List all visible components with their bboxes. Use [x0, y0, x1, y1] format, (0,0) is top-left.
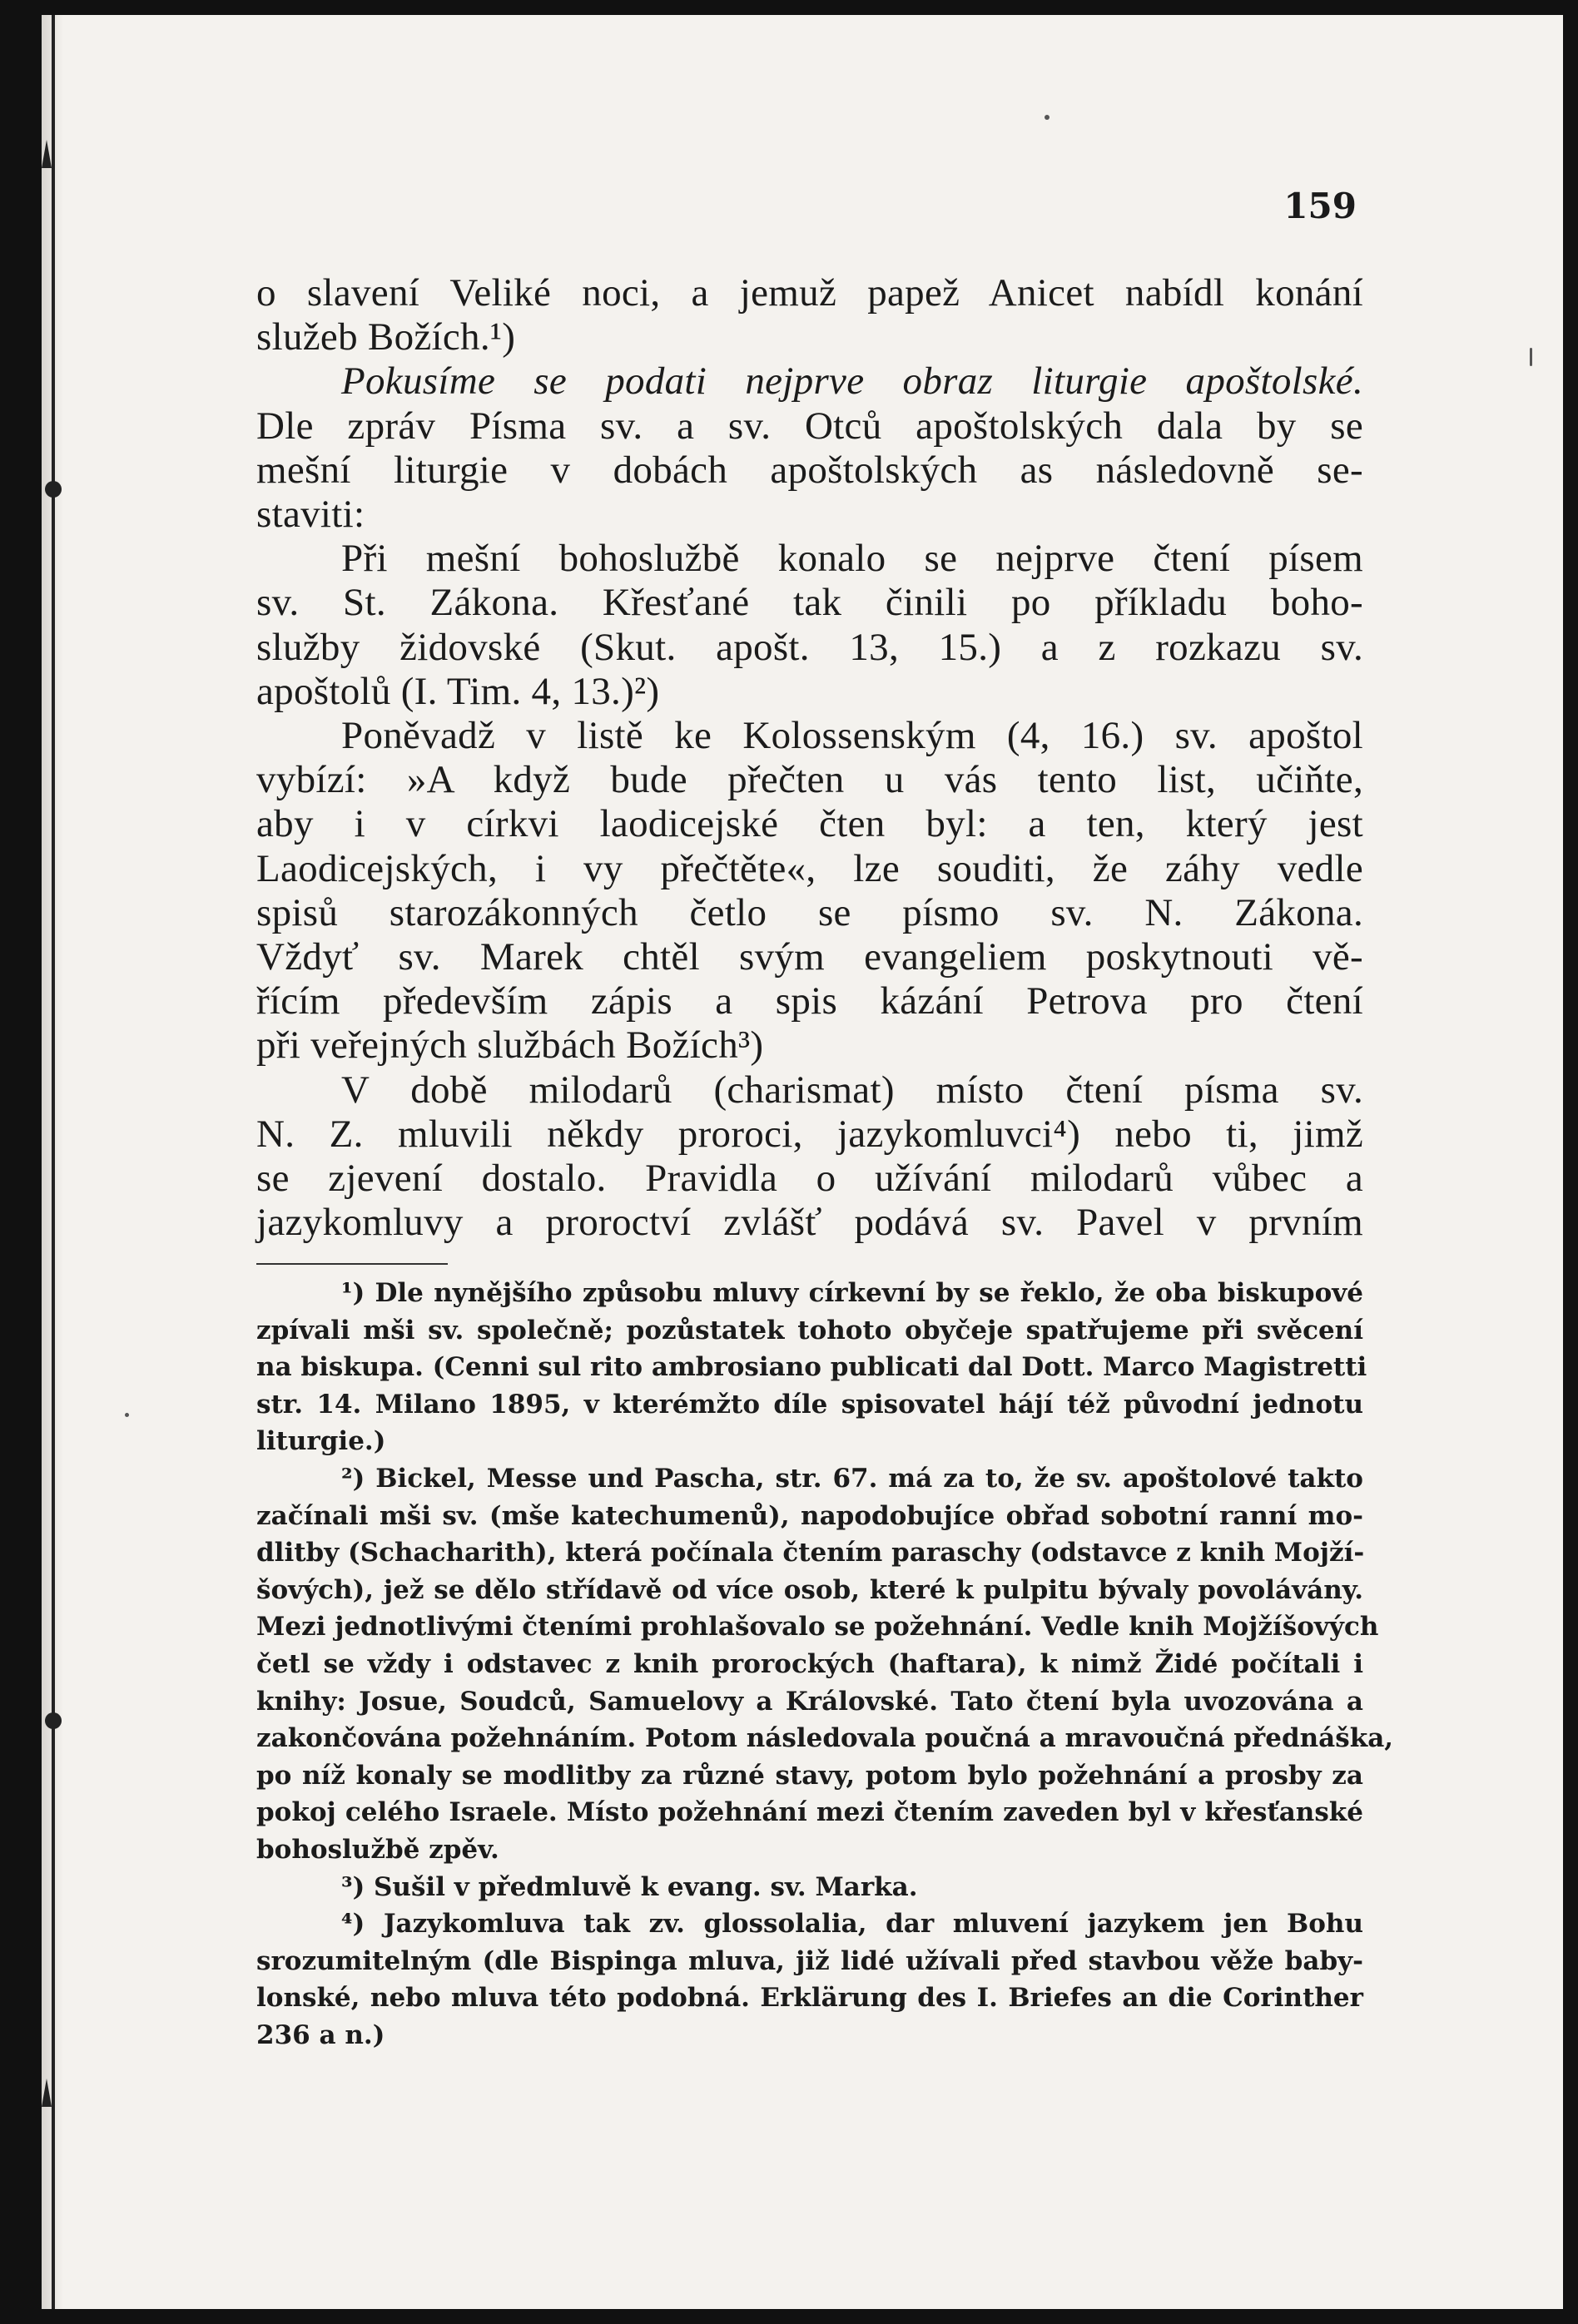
footnote-line: srozumitelným (dle Bispinga mluva, již lidé užívali před stavbou věže baby- [256, 1945, 1363, 1976]
text-line: řícím především zápis a spis kázání Petrova pro čtení [256, 979, 1363, 1023]
paper-speck [1045, 115, 1050, 120]
text-line: při veřejných službách Božích³) [256, 1023, 764, 1068]
text-line: Vždyť sv. Marek chtěl svým evangeliem poskytnouti vě- [256, 935, 1363, 979]
footnote-divider [256, 1263, 448, 1265]
text-line: N. Z. mluvili někdy proroci, jazykomluvci⁴) nebo ti, jimž [256, 1112, 1363, 1156]
text-line: služby židovské (Skut. apošt. 13, 15.) a z rozkazu sv. [256, 625, 1363, 669]
text-line: staviti: [256, 493, 365, 537]
text-line: V době milodarů (charismat) místo čtení písma sv. [341, 1068, 1363, 1112]
page-binding [42, 15, 63, 2309]
text-line: služeb Božích.¹) [256, 315, 516, 359]
binding-mark-icon [45, 1712, 62, 1729]
footnote-line: dlitby (Schacharith), která počínala čtením paraschy (odstavce z knih Mojží- [256, 1538, 1365, 1568]
text-line: Pokusíme se podati nejprve obraz liturgie apoštolské. [341, 359, 1363, 404]
text-line: sv. St. Zákona. Křesťané tak činili po příkladu boho- [256, 581, 1363, 625]
footnote-line: po níž konaly se modlitby za různé stavy, potom bylo požehnání a prosby za [256, 1760, 1363, 1791]
page-number: 159 [1283, 186, 1357, 226]
footnote-line: ⁴) Jazykomluva tak zv. glossolalia, dar mluvení jazykem jen Bohu [341, 1909, 1363, 1940]
footnote-line: zakončována požehnáním. Potom následovala poučná a mravoučná přednáška, [256, 1723, 1394, 1754]
footnote-line: šových), jež se dělo střídavě od více osob, které k pulpitu bývaly povolávány. [256, 1574, 1363, 1605]
footnote-line: ³) Sušil v předmluvě k evang. sv. Marka. [341, 1871, 918, 1902]
footnote-line: ¹) Dle nynějšího způsobu mluvy církevní by se řeklo, že oba biskupové [341, 1278, 1363, 1308]
text-line: apoštolů (I. Tim. 4, 13.)²) [256, 669, 660, 713]
text-line: Poněvadž v listě ke Kolossenským (4, 16.) sv. apoštol [341, 714, 1363, 758]
footnote-line: bohoslužbě zpěv. [256, 1834, 499, 1865]
footnote-line: začínali mši sv. (mše katechumenů), napodobujíce obřad sobotní ranní mo- [256, 1500, 1363, 1531]
book-page [42, 15, 1563, 2309]
footnote-line: na biskupa. (Cenni sul rito ambrosiano publicati dal Dott. Marco Magistretti [256, 1352, 1367, 1383]
footnote-line: pokoj celého Israele. Místo požehnání mezi čtením zaveden byl v křesťanské [256, 1797, 1363, 1828]
text-line: Laodicejských, i vy přečtěte«, lze souditi, že záhy vedle [256, 846, 1363, 890]
paper-speck [125, 1413, 129, 1417]
footnote-line: liturgie.) [256, 1426, 386, 1457]
text-line: aby i v církvi laodicejské čten byl: a ten, který jest [256, 802, 1363, 846]
text-line: vybízí: »A když bude přečten u vás tento list, učiňte, [256, 758, 1363, 802]
footnote-line: 236 a n.) [256, 2019, 385, 2050]
footnote-line: str. 14. Milano 1895, v kterémžto díle spisovatel hájí též původní jednotu [256, 1389, 1363, 1420]
text-line: spisů starozákonných četlo se písmo sv. N. Zákona. [256, 890, 1363, 934]
binding-mark-icon [45, 481, 62, 498]
paper-speck [1530, 348, 1532, 366]
text-line: jazykomluvy a proroctví zvlášť podává sv. Pavel v prvním [256, 1201, 1363, 1245]
text-line: Dle zpráv Písma sv. a sv. Otců apoštolských dala by se [256, 404, 1363, 448]
text-line: Při mešní bohoslužbě konalo se nejprve čtení písem [341, 537, 1363, 581]
footnote-line: zpívali mši sv. společně; pozůstatek tohoto obyčeje spatřujeme při svěcení [256, 1315, 1363, 1345]
binding-mark-icon [42, 2079, 52, 2107]
binding-mark-icon [42, 140, 52, 168]
text-line: o slavení Veliké noci, a jemuž papež Anicet nabídl konání [256, 271, 1363, 315]
footnote-line: lonské, nebo mluva této podobná. Erklärung des I. Briefes an die Corinther [256, 1983, 1363, 2014]
footnote-line: knihy: Josue, Soudců, Samuelovy a Královské. Tato čtení byla uvozována a [256, 1686, 1363, 1717]
main-text [256, 271, 1363, 1245]
text-line: se zjevení dostalo. Pravidla o užívání milodarů vůbec a [256, 1157, 1363, 1201]
footnote-line: četl se vždy i odstavec z knih prorockých (haftara), k nimž Židé počítali i [256, 1648, 1363, 1679]
footnote-line: Mezi jednotlivými čteními prohlašovalo se požehnání. Vedle knih Mojžíšových [256, 1612, 1379, 1643]
text-line: mešní liturgie v dobách apoštolských as následovně se- [256, 448, 1363, 492]
footnote-line: ²) Bickel, Messe und Pascha, str. 67. má za to, že sv. apoštolové takto [341, 1463, 1363, 1494]
binding-edge-line [52, 15, 55, 2309]
footnotes [256, 1275, 1394, 2054]
